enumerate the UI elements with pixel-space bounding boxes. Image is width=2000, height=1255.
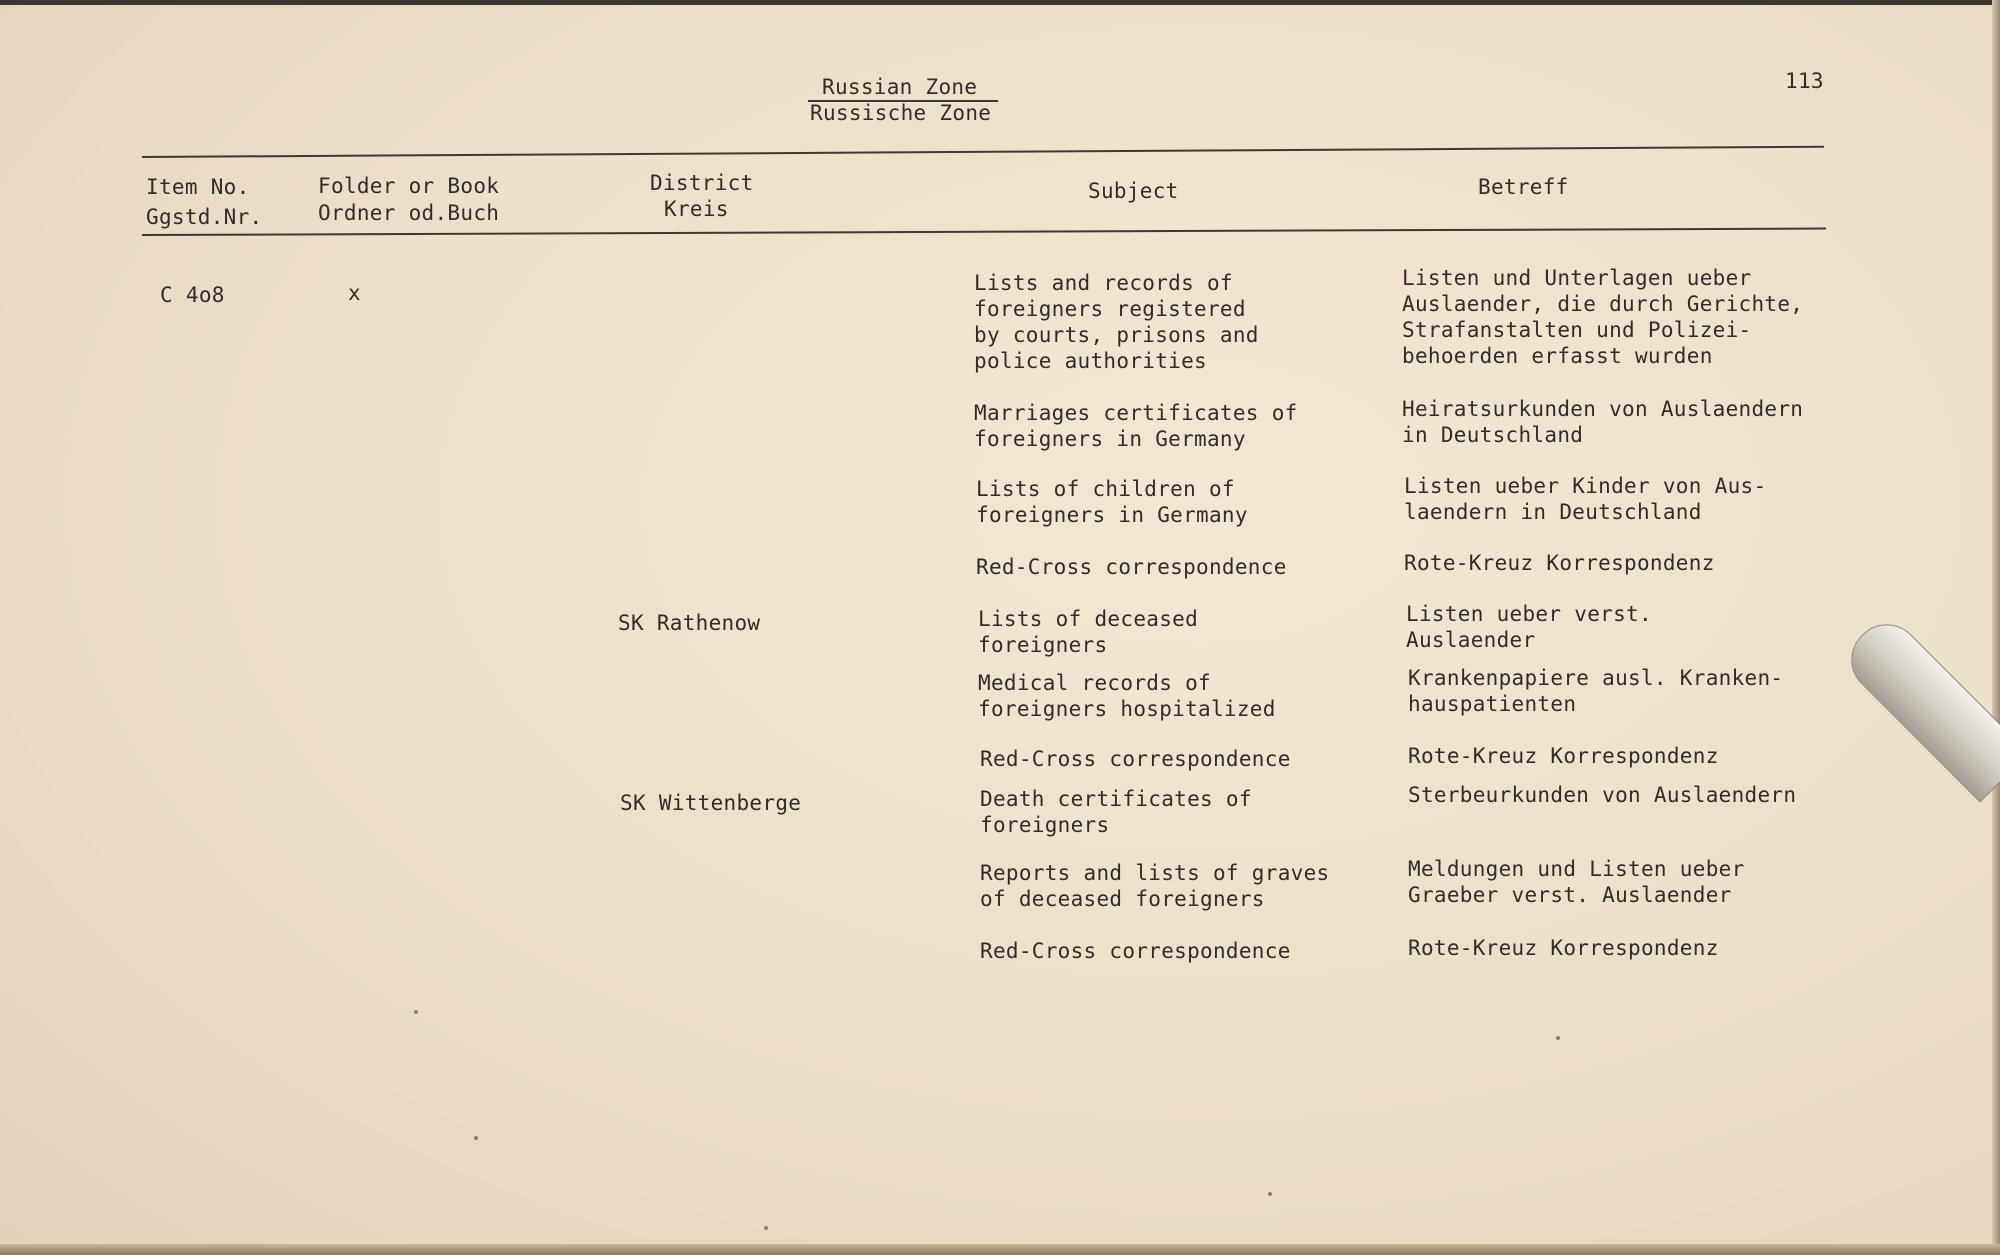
subject-cell: Red-Cross correspondence (980, 747, 1291, 771)
header-item-no-en: Item No. (146, 175, 250, 199)
header-district-de: Kreis (664, 197, 729, 221)
betreff-cell: Listen ueber verst. Auslaender (1406, 602, 1652, 652)
subject-cell: Red-Cross correspondence (980, 939, 1291, 963)
betreff-cell: Krankenpapiere ausl. Kranken- hauspatienten (1408, 666, 1784, 716)
subject-cell: Medical records of foreigners hospitalized (978, 671, 1276, 721)
header-subject: Subject (1088, 179, 1179, 203)
paper-speck (764, 1226, 768, 1230)
page-right-edge (1992, 0, 2000, 1255)
subject-cell: Red-Cross correspondence (976, 555, 1287, 579)
district-cell: SK Wittenberge (620, 791, 802, 815)
header-folder-en: Folder or Book (318, 174, 500, 198)
subject-cell: Lists and records of foreigners registered by courts, prisons and police authorities (974, 271, 1259, 373)
page-top-edge (0, 0, 2000, 5)
paper-speck (1268, 1192, 1272, 1196)
zone-title-german: Russische Zone (810, 101, 992, 125)
page-number: 113 (1785, 69, 1824, 93)
zone-title-english: Russian Zone (822, 75, 978, 99)
betreff-cell: Meldungen und Listen ueber Graeber verst. Auslaender (1408, 857, 1745, 907)
subject-cell: Death certificates of foreigners (980, 787, 1252, 837)
header-betreff: Betreff (1478, 175, 1569, 199)
betreff-cell: Rote-Kreuz Korrespondenz (1404, 551, 1715, 575)
header-rule-bottom (142, 228, 1826, 236)
betreff-cell: Listen ueber Kinder von Aus- laendern in Deutschland (1404, 474, 1767, 524)
header-rule-top (142, 146, 1824, 158)
page-bottom-edge (0, 1244, 2000, 1255)
subject-cell: Lists of children of foreigners in Germany (976, 477, 1248, 527)
betreff-cell: Listen und Unterlagen ueber Auslaender, die durch Gerichte, Strafanstalten und Polizei- behoerden erfasst wurden (1402, 266, 1804, 368)
betreff-cell: Rote-Kreuz Korrespondenz (1408, 744, 1719, 768)
header-folder-de: Ordner od.Buch (318, 201, 500, 225)
tweezers-tool (1837, 610, 2000, 802)
paper-speck (474, 1136, 478, 1140)
header-item-no-de: Ggstd.Nr. (146, 205, 263, 229)
betreff-cell: Heiratsurkunden von Auslaendern in Deutschland (1402, 397, 1804, 447)
betreff-cell: Rote-Kreuz Korrespondenz (1408, 936, 1719, 960)
header-district-en: District (650, 171, 754, 195)
paper-speck (414, 1010, 418, 1014)
subject-cell: Marriages certificates of foreigners in Germany (974, 401, 1298, 451)
betreff-cell: Sterbeurkunden von Auslaendern (1408, 783, 1797, 807)
subject-cell: Lists of deceased foreigners (978, 607, 1199, 657)
district-cell: SK Rathenow (618, 611, 761, 635)
folder-marker: x (348, 281, 361, 305)
paper-speck (1556, 1036, 1560, 1040)
item-number: C 4o8 (160, 283, 225, 307)
subject-cell: Reports and lists of graves of deceased foreigners (980, 861, 1330, 911)
